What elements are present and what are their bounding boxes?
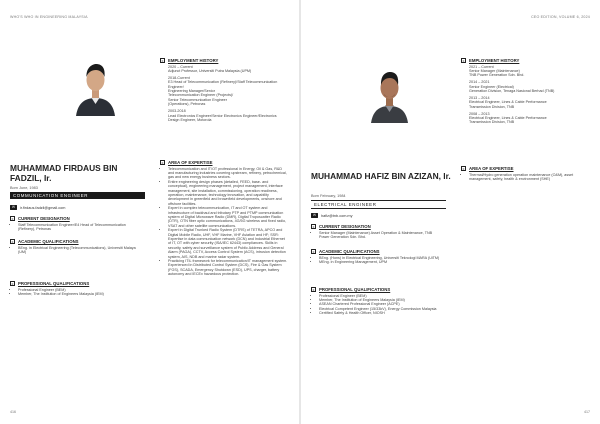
section-marker-icon: ≡	[11, 217, 14, 221]
list-item: • Staff Telecommunication Engineer/E4 Head of Telecommunication (Refinery), Petronas	[18, 223, 142, 232]
professional-section	[311, 287, 443, 316]
role-banner: COMMUNICATION ENGINEER	[10, 192, 145, 199]
left-page	[0, 0, 299, 424]
current-designation-section	[311, 224, 443, 239]
birth-date: Born February, 1984	[311, 194, 346, 198]
list-item: • Member, The Institution of Engineers Malaysia (IEM)	[18, 292, 142, 296]
section-marker-icon: ≡	[462, 59, 465, 63]
section-marker-icon: ≡	[161, 161, 164, 165]
section-title: ACADEMIC QUALIFICATIONS	[18, 239, 79, 244]
list-item: • BEng. (Hons) in Electrical Engineering, Universiti Teknologi MARA (UiTM)	[319, 256, 443, 260]
list-item: • Expert in complex telecommunication, IT and OT system and infrastructure of backhaul and tributary PTP and PTMP communication system of Digital Microwave Radio (DMR), Digital Troposcatter Radio (DTR), OTN fiber optic communications, 4G/5G wireless and fixed radio, VSAT and other satellite communications.	[168, 206, 288, 228]
email-address[interactable]: hafiz@tnb.com.my	[321, 213, 353, 218]
role-banner: ELECTRICAL ENGINEER	[311, 200, 446, 209]
list-item: • Telecommunication and IT/OT professional in Energy, Oil & Gas, R&D and manufacturing industries covering upstream, refinery, petrochemical, gas and new energy business sectors.	[168, 167, 288, 180]
employment-entry: 2020 – Current Adjunct Professor, Universiti Putra Malaysia (UPM)	[168, 64, 252, 73]
section-title: CURRENT DESIGNATION	[18, 216, 70, 221]
section-title: PROFESSIONAL QUALIFICATIONS	[319, 287, 391, 292]
email-address[interactable]: ir.firdaus.fadzil@gmail.com	[20, 205, 66, 210]
professional-section	[10, 281, 142, 296]
list-item: • Professional Engineer (BEM)	[319, 294, 443, 298]
email-icon: ✉	[10, 205, 17, 210]
section-title: EMPLOYMENT HISTORY	[469, 58, 520, 63]
section-title: AREA OF EXPERTISE	[469, 166, 514, 171]
section-title: CURRENT DESIGNATION	[319, 224, 371, 229]
right-page	[301, 0, 600, 424]
email-icon: ✉	[311, 213, 318, 218]
section-title: AREA OF EXPERTISE	[168, 160, 213, 165]
section-title: ACADEMIC QUALIFICATIONS	[319, 249, 380, 254]
expertise-section	[461, 166, 589, 181]
list-item: • Member, The Institution of Engineers Malaysia (IEM)	[319, 298, 443, 302]
email-row	[10, 205, 65, 210]
section-marker-icon: ≡	[11, 240, 14, 244]
current-designation-section	[10, 216, 142, 231]
section-marker-icon: ≡	[161, 59, 164, 63]
profile-photo	[72, 58, 119, 116]
birth-date: Born June, 1983	[10, 186, 38, 190]
section-marker-icon: ≡	[312, 288, 315, 292]
person-name: MUHAMMAD FIRDAUS BIN FADZIL, Ir.	[10, 163, 118, 183]
list-item: • Expert in Digital Trunked Radio System (DTRS) of TETRA, APCO and Digital Mobile Radio, UHF, VHF Marine, VHF Aviation and HF; SSR: Expertise in data communication network (DCN) and Industrial Ethernet of IT, OT with cyber security (ISA/IEC 62443) compliances. Skills in security, safety and surveillance system of Public Address and General Alarm (PAGA), CCTV, Access Control System (ACS), intrusion detection system, AIS, NDB and marine radar system.	[168, 228, 288, 259]
academic-section	[311, 249, 443, 264]
email-row	[311, 213, 353, 218]
academic-section	[10, 239, 142, 254]
list-item: • Practicing ITIL framework for telecommunication/IT management system. Experienced in Distributed Control System (DCS), Fire & Gas System (FGS), SCADA, Emergency Shutdown (ESD), UPS, charger, battery autonomy and IECEx hazardous protection.	[168, 259, 288, 277]
person-name: MUHAMMAD HAFIZ BIN AZIZAN, Ir.	[311, 171, 451, 181]
running-header: WHO'S WHO IN ENGINEERING MALAYSIA	[10, 15, 88, 19]
list-item: • MEng. in Engineering Management, UPM	[319, 260, 443, 264]
list-item: • Professional Engineer (BEM)	[18, 288, 142, 292]
list-item: • Electrical Competent Engineer (15/33kV), Energy Commission Malaysia	[319, 307, 443, 311]
section-title: EMPLOYMENT HISTORY	[168, 58, 219, 63]
employment-entry: 2003-2018 Lead Electronics Engineer/Senior Electronics Engineer/Electronics Design Engineer, Motorola	[168, 109, 277, 122]
list-item: • ASEAN Chartered Professional Engineer (ACPE)	[319, 302, 443, 306]
employment-section	[461, 58, 589, 125]
expertise-section	[160, 160, 288, 277]
profile-photo	[366, 65, 413, 123]
list-item: • Certified Safety & Health Officer, NIOSH	[319, 311, 443, 315]
list-item: • Entire engineering design phases (detailed, FEED, base- and conceptual), engineering management, project management, interface management, site installation, commissioning, operation readiness, operation, maintenance, technology innovation, and capability development in greenfield and brownfield developments, onshore and offshore facilities.	[168, 180, 288, 206]
employment-entry: 2008 – 2013 Electrical Engineer, Lines & Cable Performance Transmission Division, TNB	[469, 111, 547, 125]
list-item: • Senior Manager (Maintenance) Asset Operation & Maintenance, TNB Power Generation Sdn. Bhd.	[319, 231, 443, 240]
employment-entry: 2013 – 2014 Electrical Engineer, Lines & Cable Performance Transmission Division, TNB	[469, 95, 547, 109]
section-marker-icon: ≡	[11, 282, 14, 286]
page-number: 416	[10, 410, 16, 414]
section-title: PROFESSIONAL QUALIFICATIONS	[18, 281, 90, 286]
list-item: • BEng. in Electrical Engineering (Telecommunications), Universiti Malaya (UM)	[18, 246, 142, 255]
employment-section	[160, 58, 288, 122]
employment-entry: 2014 – 2021 Senior Engineer (Electrical) Generation Division, Tenaga Nasional Berhad (TNB)	[469, 80, 555, 94]
section-marker-icon: ≡	[462, 167, 465, 171]
employment-entry: 2018-Current E3 Head of Telecommunication (Refinery)/Staff Telecommunication Engineer/ Engineering Manager/Senior Telecommunication Engineer (Projects)/ Senior Telecommunication Engineer (Operations), Petronas	[168, 75, 278, 107]
page-number: 417	[584, 410, 590, 414]
list-item: • Thermal/Hydro generation operation maintenance (O&M), asset management, safety, health & environment (SHE)	[469, 173, 589, 182]
employment-entry: 2021 – Current Senior Manager (Maintenance) TNB Power Generation Sdn. Bhd.	[469, 64, 525, 78]
running-header: CEO EDITION, VOLUME 6, 2024	[531, 15, 590, 19]
section-marker-icon: ≡	[312, 250, 315, 254]
section-marker-icon: ≡	[312, 225, 315, 229]
